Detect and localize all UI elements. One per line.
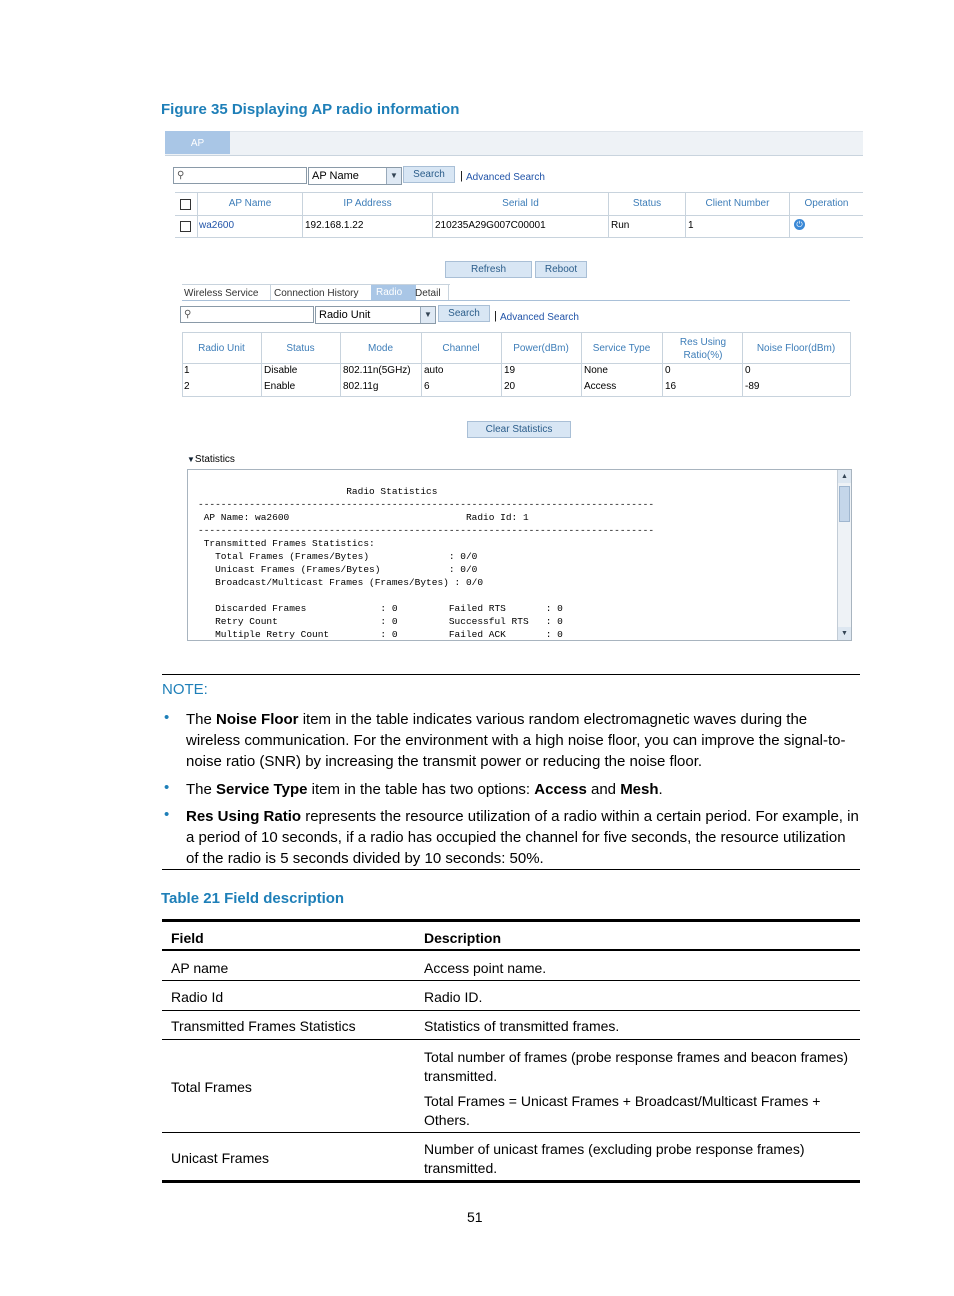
tab-detail[interactable]: Detail: [415, 288, 441, 299]
refresh-button[interactable]: Refresh: [445, 261, 532, 278]
statistics-label: Statistics: [194, 454, 235, 465]
figure-caption: Figure 35 Displaying AP radio information: [161, 101, 460, 118]
column-header-ap-name[interactable]: AP Name: [228, 198, 272, 209]
statistics-text: Radio Statistics -------------------------------------------------------------------------------- AP Name: wa2600 Radio Id: 1 -------------------------------------------------------------------------------- Transmitted Frames Statistics: Total Frames (Frames/Bytes) : 0/0 Unicast Frames (Frames/Bytes) : 0/0 Broadcast/Multicast Frames (Frames/Bytes) : 0/0 Discarded Frames : 0 Failed RTS : 0 Retry Count : 0 Successful RTS : 0 Multiple Retry Count : 0 Failed ACK : 0: [198, 486, 655, 640]
bullet-icon: •: [164, 806, 170, 823]
column-header-res-using-ratio[interactable]: Res Using Ratio(%): [679, 337, 727, 361]
radio-table-divider: [742, 332, 743, 396]
note-bold: Access: [534, 781, 587, 798]
ap-table-border: [175, 215, 863, 216]
ap-search-input[interactable]: [173, 167, 307, 184]
ap-table-border: [175, 192, 863, 193]
subtab-divider: [448, 285, 449, 300]
note-bold: Res Using Ratio: [186, 808, 302, 825]
desc-cell: Access point name.: [424, 960, 547, 976]
radio-cell: 19: [504, 365, 516, 376]
triangle-down-icon: ▼: [187, 455, 195, 464]
table-row-rule: [162, 1039, 860, 1040]
note-item-noise-floor: [186, 709, 862, 772]
search-icon: ⚲: [177, 170, 185, 181]
scroll-thumb[interactable]: [839, 486, 850, 522]
statistics-scrollbar[interactable]: [837, 470, 851, 640]
radio-search-input[interactable]: [180, 306, 314, 323]
radio-table-border: [182, 332, 850, 333]
note-item-res-using-ratio: [186, 806, 862, 869]
radio-search-button[interactable]: Search: [438, 305, 490, 322]
statistics-textbox[interactable]: [187, 469, 852, 641]
ap-status: Run: [611, 220, 630, 231]
radio-search-field-select[interactable]: [315, 306, 436, 324]
chevron-down-icon: ▼: [420, 307, 435, 323]
radio-table-border: [182, 363, 850, 364]
table-row-rule: [162, 1010, 860, 1011]
table-row-rule: [162, 1132, 860, 1133]
ap-serial: 210235A29G007C00001: [435, 220, 546, 231]
row-checkbox[interactable]: [180, 221, 191, 232]
column-header-client-number[interactable]: Client Number: [705, 198, 770, 209]
select-value: Radio Unit: [319, 309, 371, 321]
table-caption: Table 21 Field description: [161, 890, 345, 907]
desc-cell: Statistics of transmitted frames.: [424, 1018, 620, 1034]
note-text: The: [186, 711, 217, 728]
radio-table-divider: [340, 332, 341, 396]
radio-table-divider: [581, 332, 582, 396]
column-header-mode[interactable]: Mode: [367, 343, 393, 354]
column-header-service-type[interactable]: Service Type: [592, 343, 651, 354]
ap-ip: 192.168.1.22: [305, 220, 364, 231]
note-text: represents the resource utilization of a radio within a certain period. For example, in a period of 10 seconds, if a radio has occupied the channel for five seconds, the resource utilization of the radio is 5 seconds divided by 10 seconds: 50%.: [186, 808, 859, 867]
table-header-rule: [162, 949, 860, 951]
ap-advanced-search-link[interactable]: Advanced Search: [466, 172, 545, 183]
separator: |: [460, 170, 463, 182]
radio-cell: -89: [745, 381, 760, 392]
note-text: item in the table indicates various random electromagnetic waves during the wireless communication. For the environment with a high noise floor, you can improve the signal-to-noise ratio (SNR) by increasing the transmit power or reducing the noise floor.: [186, 711, 846, 770]
radio-cell: 16: [665, 381, 677, 392]
radio-cell: Enable: [264, 381, 296, 392]
subtab-divider: [270, 285, 271, 300]
tab-ap[interactable]: AP: [165, 131, 230, 154]
tab-wireless-service[interactable]: Wireless Service: [184, 288, 259, 299]
scroll-down-icon[interactable]: ▼: [838, 627, 851, 640]
column-header-power[interactable]: Power(dBm): [513, 343, 569, 354]
note-text: and: [586, 781, 621, 798]
bullet-icon: •: [164, 779, 170, 796]
radio-advanced-search-link[interactable]: Advanced Search: [500, 312, 579, 323]
field-cell: Total Frames: [171, 1079, 252, 1095]
scroll-up-icon[interactable]: ▲: [838, 470, 851, 483]
radio-cell: Access: [584, 381, 617, 392]
desc-cell: Total Frames = Unicast Frames + Broadcast/Multicast Frames + Others.: [424, 1093, 821, 1128]
note-bold: Service Type: [216, 781, 308, 798]
column-header-status[interactable]: Status: [632, 198, 662, 209]
column-header-status[interactable]: Status: [286, 343, 315, 354]
radio-cell: 6: [424, 381, 430, 392]
note-item-service-type: [186, 779, 862, 800]
column-header-radio-unit[interactable]: Radio Unit: [198, 343, 245, 354]
radio-cell: 802.11n(5GHz): [343, 365, 411, 376]
field-cell: Unicast Frames: [171, 1150, 270, 1166]
note-top-rule: [162, 674, 860, 675]
reboot-power-icon[interactable]: ⏻: [794, 219, 805, 230]
ap-client-number: 1: [688, 220, 694, 231]
table-bottom-rule: [162, 1180, 860, 1183]
column-header-description: Description: [424, 930, 502, 946]
table-top-rule: [162, 919, 860, 922]
column-header-noise-floor[interactable]: Noise Floor(dBm): [756, 343, 836, 354]
radio-table-divider: [662, 332, 663, 396]
chevron-down-icon: ▼: [386, 168, 401, 184]
ap-name-link[interactable]: wa2600: [199, 220, 235, 231]
column-header-serial-id[interactable]: Serial Id: [502, 198, 539, 209]
radio-table-divider: [850, 332, 851, 396]
radio-cell: Disable: [264, 365, 298, 376]
radio-table-divider: [182, 332, 183, 396]
reboot-button[interactable]: Reboot: [535, 261, 587, 278]
note-title: NOTE:: [162, 681, 208, 698]
column-header-field: Field: [171, 930, 204, 946]
page-number: 51: [467, 1209, 483, 1225]
select-value: AP Name: [312, 170, 359, 182]
note-text: item in the table has two options:: [307, 781, 535, 798]
ap-search-button[interactable]: Search: [403, 166, 455, 183]
select-all-checkbox[interactable]: [180, 199, 191, 210]
note-text: The: [186, 781, 217, 798]
ap-table-border: [175, 237, 863, 238]
field-cell: Transmitted Frames Statistics: [171, 1018, 356, 1034]
field-cell: AP name: [171, 960, 229, 976]
table-row-rule: [162, 980, 860, 981]
radio-cell: 802.11g: [343, 381, 379, 392]
desc-cell: Radio ID.: [424, 989, 483, 1005]
radio-table-divider: [261, 332, 262, 396]
ap-search-field-select[interactable]: [308, 167, 402, 185]
note-bottom-rule: [162, 869, 860, 870]
field-cell: Radio Id: [171, 989, 224, 1005]
note-bold: Noise Floor: [216, 711, 299, 728]
radio-cell: 2: [184, 381, 190, 392]
radio-cell: None: [584, 365, 608, 376]
column-header-channel[interactable]: Channel: [442, 343, 480, 354]
bullet-icon: •: [164, 709, 170, 726]
note-text: .: [658, 781, 663, 798]
column-header-operation: Operation: [804, 198, 849, 209]
radio-cell: 20: [504, 381, 516, 392]
tab-connection-history[interactable]: Connection History: [274, 288, 359, 299]
radio-table-divider: [501, 332, 502, 396]
tab-bar: [165, 131, 863, 156]
clear-statistics-button[interactable]: Clear Statistics: [467, 421, 571, 438]
desc-cell: Number of unicast frames (excluding probe response frames) transmitted.: [424, 1141, 805, 1176]
column-header-ip-address[interactable]: IP Address: [343, 198, 392, 209]
radio-cell: auto: [424, 365, 444, 376]
note-bold: Mesh: [620, 781, 659, 798]
radio-cell: 1: [184, 365, 190, 376]
separator: |: [494, 310, 497, 322]
statistics-toggle[interactable]: [187, 454, 235, 465]
search-icon: ⚲: [184, 309, 192, 320]
radio-cell: 0: [665, 365, 671, 376]
radio-table-border: [182, 396, 850, 397]
radio-table-divider: [421, 332, 422, 396]
tab-radio[interactable]: Radio: [371, 285, 416, 300]
radio-cell: 0: [745, 365, 751, 376]
desc-cell: Total number of frames (probe response frames and beacon frames) transmitted.: [424, 1049, 849, 1084]
